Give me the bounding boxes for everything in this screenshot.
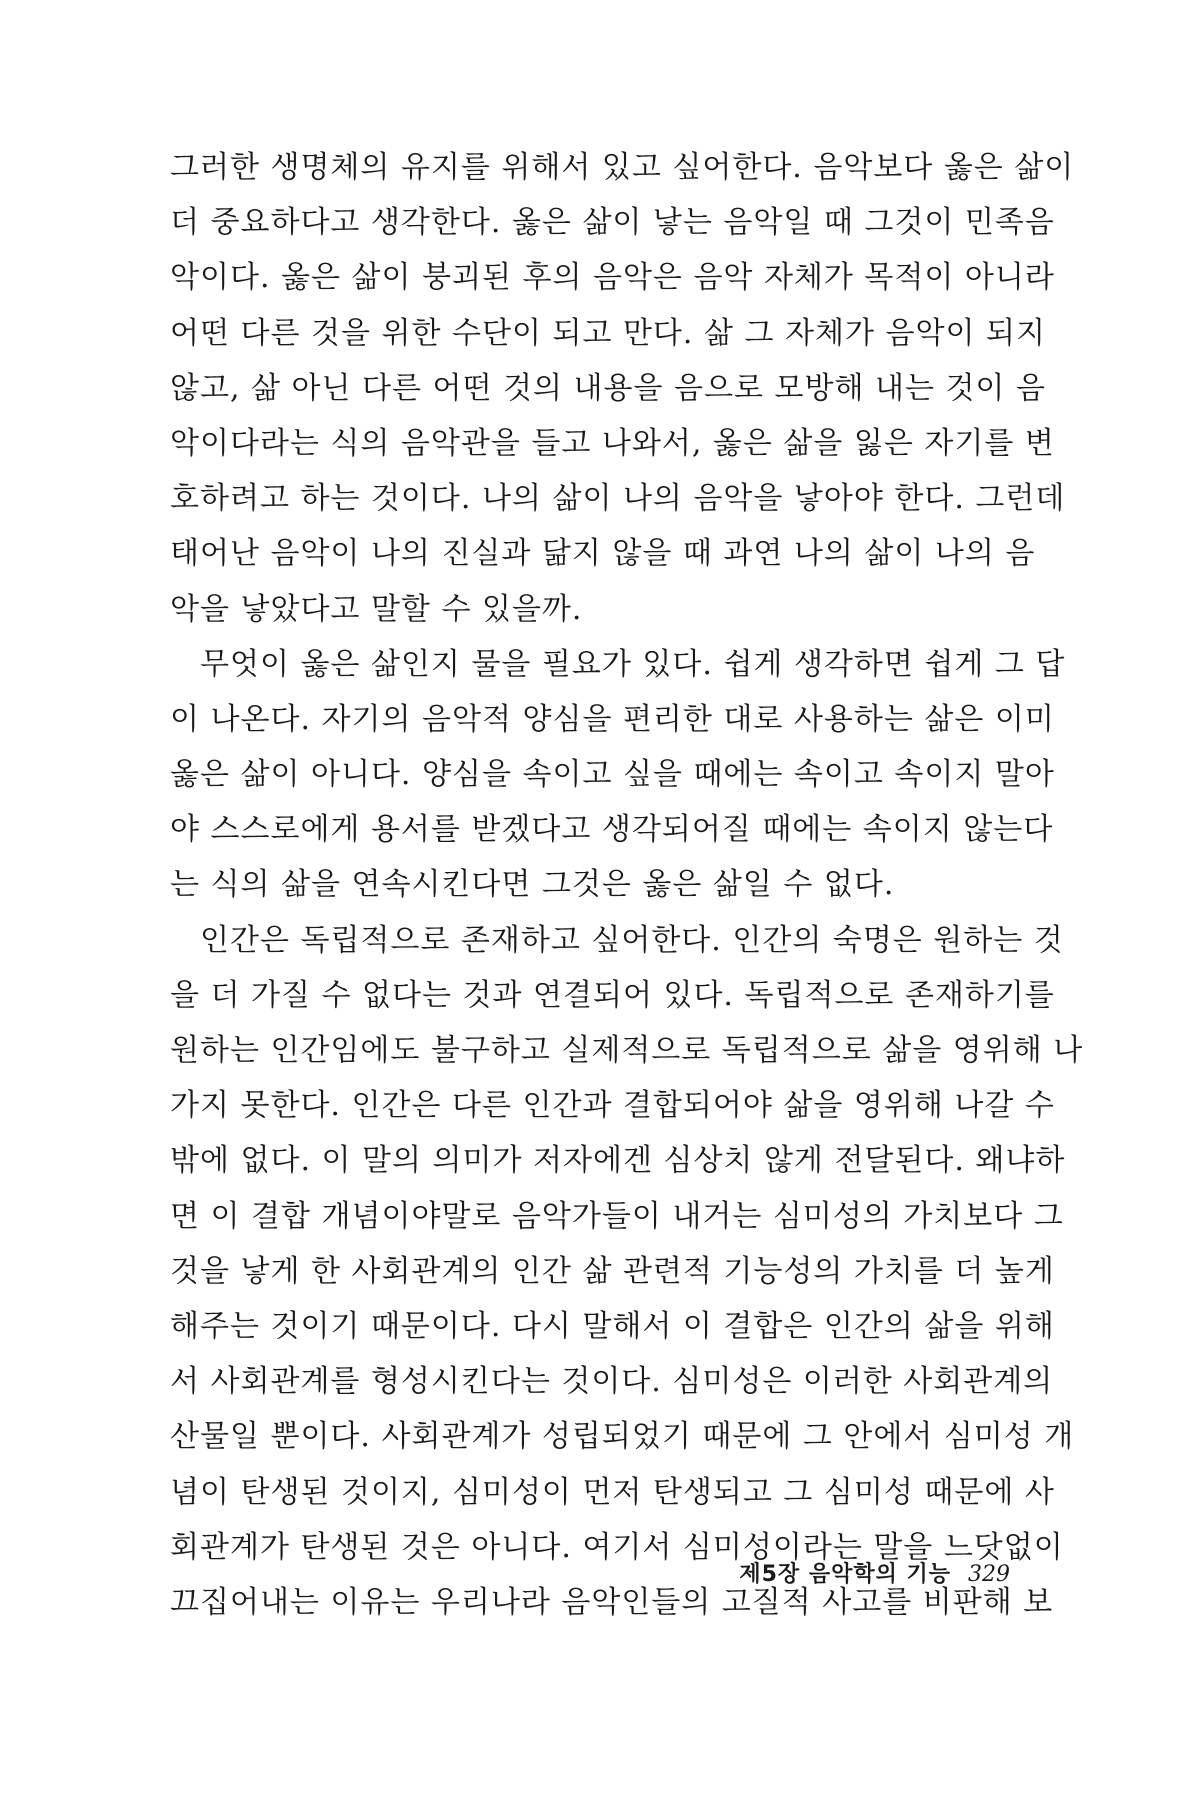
text-line: 않고, 삶 아닌 다른 어떤 것의 내용을 음으로 모방해 내는 것이 음 bbox=[170, 370, 1046, 406]
running-footer bbox=[739, 1560, 1010, 1590]
chapter-title: 제5장 음악학의 기능 bbox=[739, 1562, 951, 1587]
text-line: 밖에 없다. 이 말의 의미가 저자에겐 심상치 않게 전달된다. 왜냐하 bbox=[170, 1143, 1066, 1179]
text-line: 념이 탄생된 것이지, 심미성이 먼저 탄생되고 그 심미성 때문에 사 bbox=[170, 1474, 1055, 1510]
text-line: 을 더 가질 수 없다는 것과 연결되어 있다. 독립적으로 존재하기를 bbox=[170, 977, 1055, 1013]
text-line: 악이다라는 식의 음악관을 들고 나와서, 옳은 삶을 잃은 자기를 변 bbox=[170, 425, 1055, 461]
text-line: 호하려고 하는 것이다. 나의 삶이 나의 음악을 낳아야 한다. 그런데 bbox=[170, 481, 1066, 517]
text-line: 면 이 결합 개념이야말로 음악가들이 내거는 심미성의 가치보다 그 bbox=[170, 1198, 1064, 1234]
text-line: 원하는 인간임에도 불구하고 실제적으로 독립적으로 삶을 영위해 나 bbox=[170, 1033, 1084, 1068]
text-line: 해주는 것이기 때문이다. 다시 말해서 이 결합은 인간의 삶을 위해 bbox=[170, 1308, 1055, 1344]
text-line: 야 스스로에게 용서를 받겠다고 생각되어질 때에는 속이지 않는다 bbox=[170, 812, 1054, 848]
text-line: 것을 낳게 한 사회관계의 인간 삶 관련적 기능성의 가치를 더 높게 bbox=[170, 1253, 1055, 1289]
text-line: 는 식의 삶을 연속시킨다면 그것은 옳은 삶일 수 없다. bbox=[170, 867, 895, 903]
text-line: 무엇이 옳은 삶인지 물을 필요가 있다. 쉽게 생각하면 쉽게 그 답 bbox=[200, 646, 1066, 682]
text-line: 끄집어내는 이유는 우리나라 음악인들의 고질적 사고를 비판해 보 bbox=[170, 1584, 1054, 1620]
text-line: 이 나온다. 자기의 음악적 양심을 편리한 대로 사용하는 삶은 이미 bbox=[170, 701, 1055, 737]
text-line: 태어난 음악이 나의 진실과 닮지 않을 때 과연 나의 삶이 나의 음 bbox=[170, 536, 1036, 572]
page-number: 329 bbox=[968, 1562, 1010, 1587]
text-line: 악을 낳았다고 말할 수 있을까. bbox=[170, 591, 583, 627]
text-line: 악이다. 옳은 삶이 붕괴된 후의 음악은 음악 자체가 목적이 아니라 bbox=[170, 260, 1055, 296]
body-text bbox=[170, 140, 1084, 1630]
text-line: 옳은 삶이 아니다. 양심을 속이고 싶을 때에는 속이고 속이지 말아 bbox=[170, 757, 1055, 793]
text-line: 더 중요하다고 생각한다. 옳은 삶이 낳는 음악일 때 그것이 민족음 bbox=[170, 205, 1055, 241]
text-line: 가지 못한다. 인간은 다른 인간과 결합되어야 삶을 영위해 나갈 수 bbox=[170, 1088, 1055, 1124]
text-line: 회관계가 탄생된 것은 아니다. 여기서 심미성이라는 말을 느닷없이 bbox=[170, 1529, 1064, 1565]
text-line: 산물일 뿐이다. 사회관계가 성립되었기 때문에 그 안에서 심미성 개 bbox=[170, 1419, 1075, 1455]
text-line: 서 사회관계를 형성시킨다는 것이다. 심미성은 이러한 사회관계의 bbox=[170, 1364, 1054, 1400]
text-line: 인간은 독립적으로 존재하고 싶어한다. 인간의 숙명은 원하는 것 bbox=[200, 922, 1064, 958]
text-line: 어떤 다른 것을 위한 수단이 되고 만다. 삶 그 자체가 음악이 되지 bbox=[170, 315, 1046, 351]
text-line: 그러한 생명체의 유지를 위해서 있고 싶어한다. 음악보다 옳은 삶이 bbox=[170, 150, 1075, 185]
